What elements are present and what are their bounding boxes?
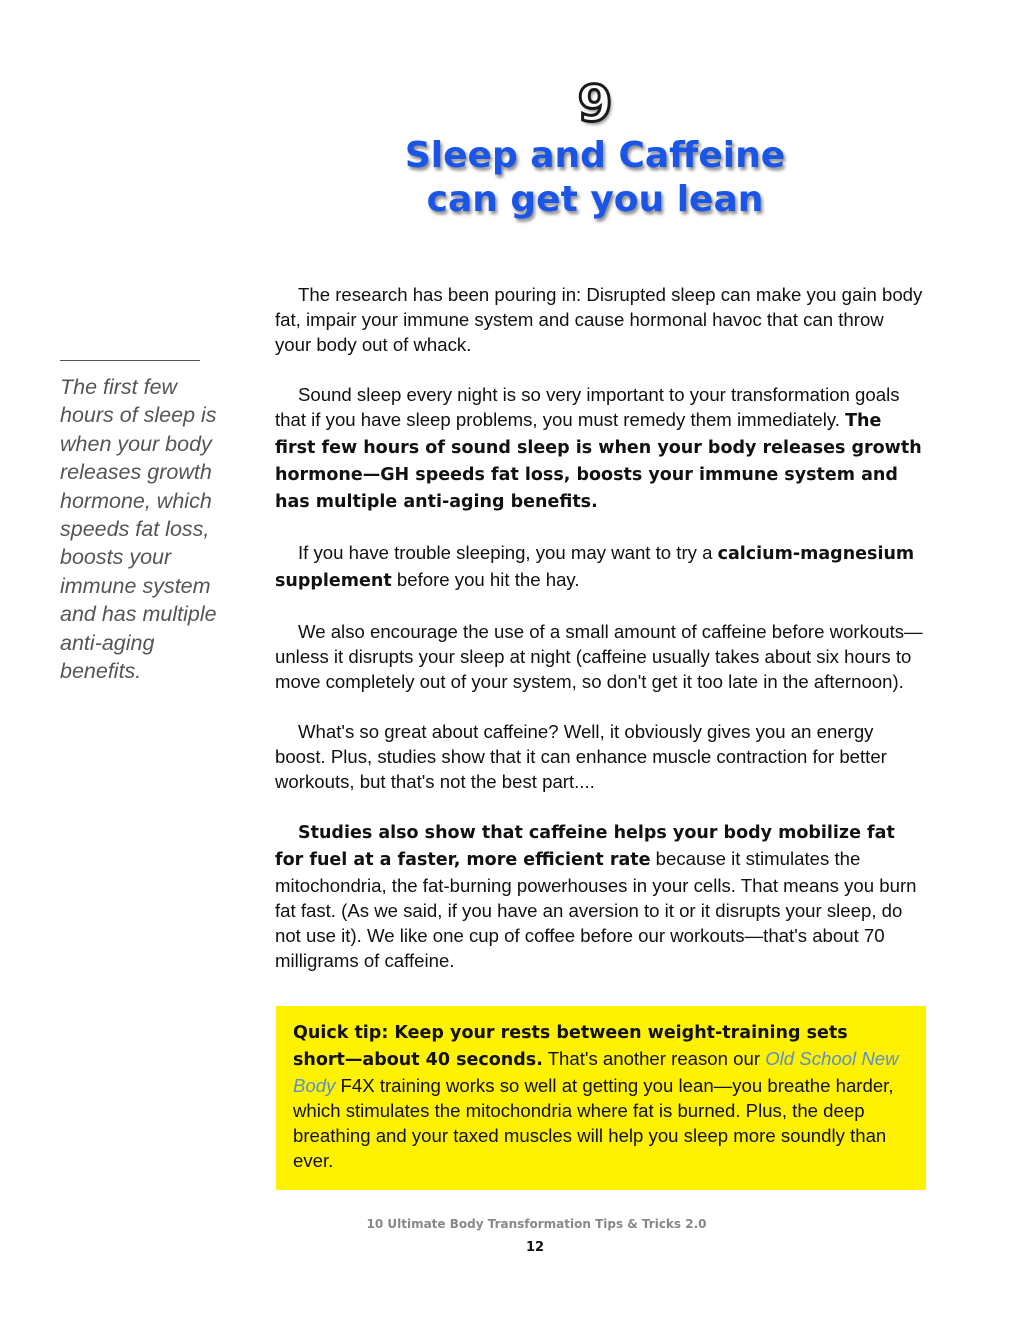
sidebar [60, 340, 235, 685]
paragraph-2: Sound sleep every night is so very important to your transformation goals that if you have sleep problems, you must remedy them immediately. The first few hours of sound sleep is when your body releases growth hormone—GH speeds fat loss, boosts your immune system and has multiple anti-aging benefits. [275, 384, 922, 512]
tip-heading: Quick tip: Keep your rests between weight-training sets short—about 40 seconds. [293, 1023, 848, 1070]
old-school-new-body-link[interactable]: Old School New Body [293, 1048, 899, 1096]
paragraph-4: We also encourage the use of a small amount of caffeine before workouts—unless it disrupts your sleep at night (caffeine usually takes about six hours to move completely out of your system, so don't get it too late in the afternoon). [275, 621, 923, 692]
chapter-number: 9 [577, 75, 613, 133]
quick-tip-box: Quick tip: Keep your rests between weight-training sets short—about 40 seconds. That's another reason our Old School New Body F4X training works so well at getting you lean—you breathe harder, which stimulates the mitochondria where fat is burned. Plus, the deep breathing and your taxed muscles will help you sleep more soundly than ever. [276, 1006, 926, 1190]
pull-quote: The first few hours of sleep is when your body releases growth hormone, which speeds fat loss, boosts your immune system and has multiple anti-aging benefits. [60, 375, 217, 684]
article-body [275, 282, 925, 998]
page-number: 12 [525, 1240, 545, 1255]
paragraph-3: If you have trouble sleeping, you may want to try a calcium-magnesium supplement before you hit the hay. [275, 542, 915, 591]
sidebar-rule [60, 360, 200, 361]
chapter-title [0, 134, 1024, 222]
footer-title: 10 Ultimate Body Transformation Tips & Tricks 2.0 [366, 1217, 707, 1231]
title-line-1: Sleep and Caffeine [404, 135, 786, 176]
paragraph-1: The research has been pouring in: Disrupted sleep can make you gain body fat, impair your immune system and cause hormonal havoc that can throw your body out of whack. [275, 284, 923, 355]
paragraph-5: What's so great about caffeine? Well, it obviously gives you an energy boost. Plus, studies show that it can enhance muscle contraction for better workouts, but that's not the best part.... [275, 721, 887, 792]
paragraph-6: Studies also show that caffeine helps your body mobilize fat for fuel at a faster, more efficient rate because it stimulates the mitochondria, the fat-burning powerhouses in your cells. That means you burn fat fast. (As we said, if you have an aversion to it or it disrupts your sleep, do not use it). We like one cup of coffee before our workouts—that's about 70 milligrams of caffeine. [275, 823, 917, 971]
title-line-2: can get you lean [426, 179, 764, 220]
